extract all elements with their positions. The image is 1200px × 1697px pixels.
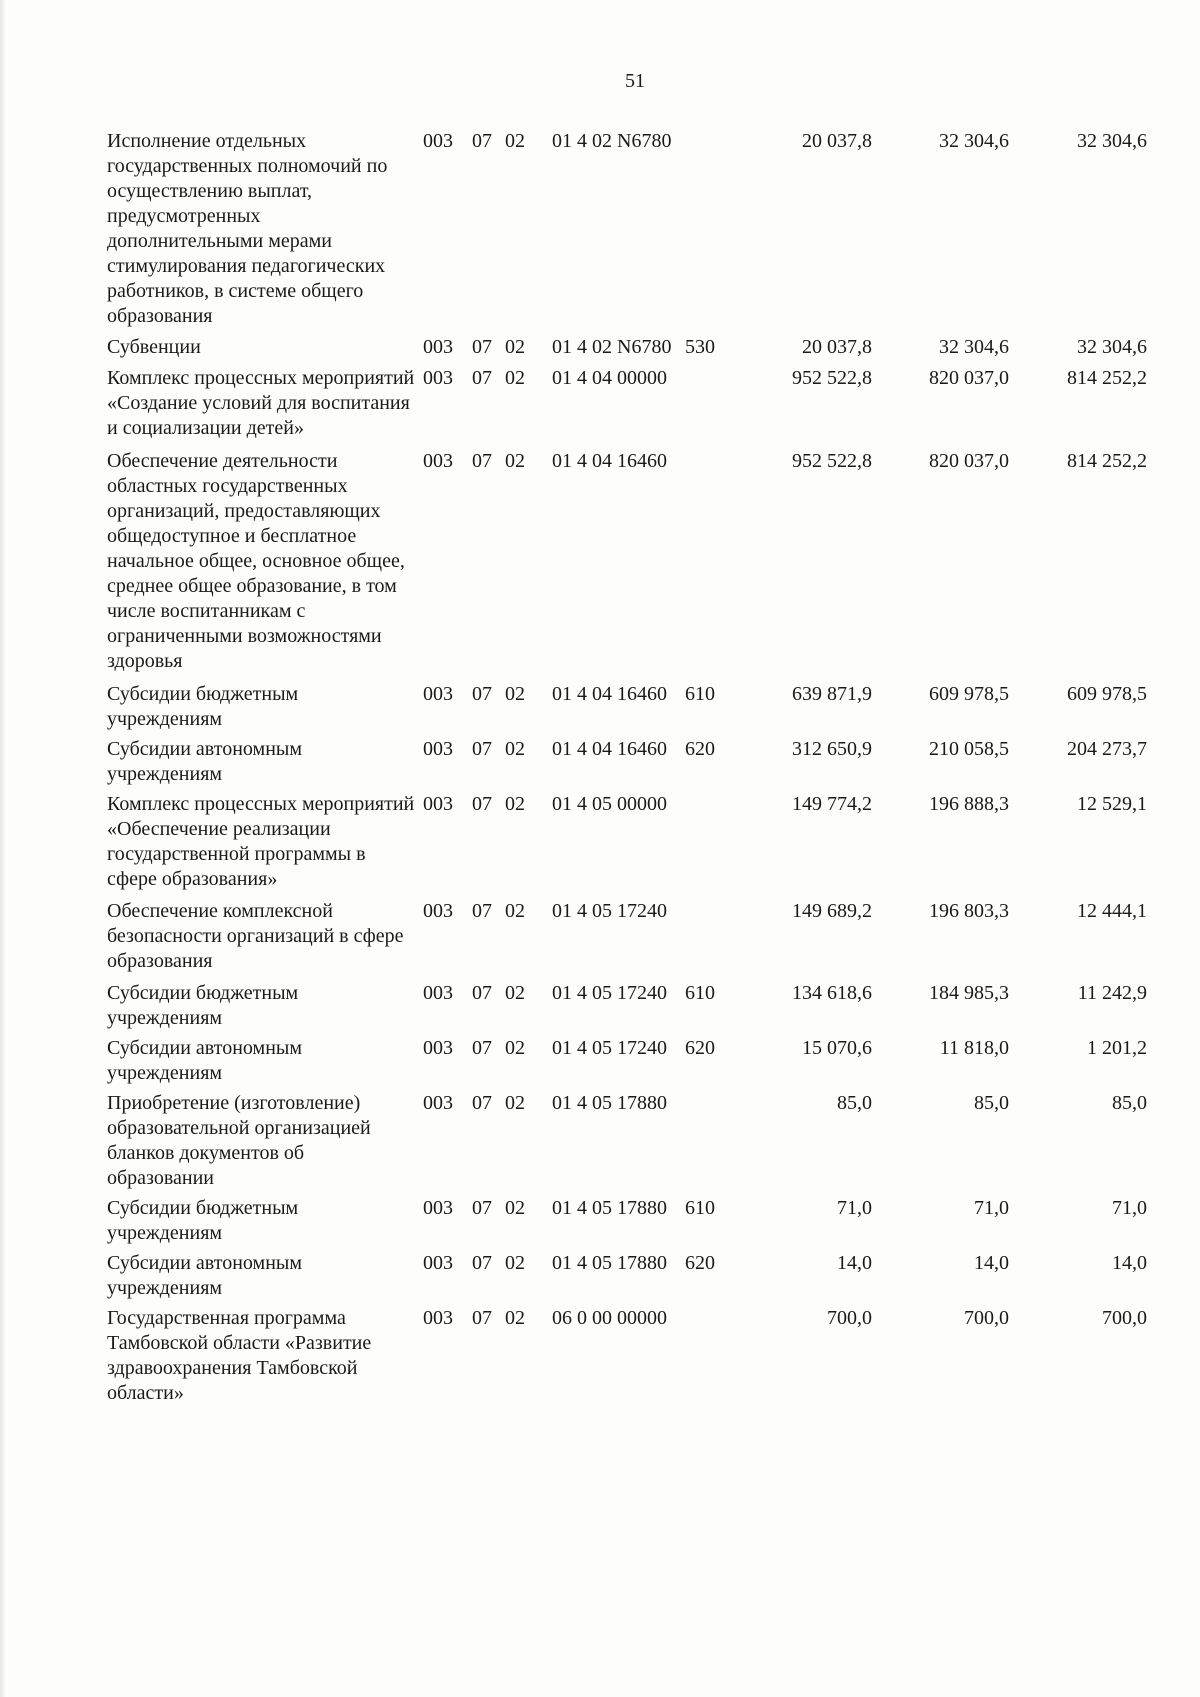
table-row [107, 449, 1177, 674]
row-amount-year3: 700,0 [1102, 1307, 1147, 1329]
row-name: Субвенции [107, 336, 201, 358]
row-target-article-code: 01 4 05 17240 [552, 900, 667, 922]
table-row [107, 737, 1177, 787]
row-subsection-code: 02 [505, 336, 525, 358]
row-amount-year3: 32 304,6 [1077, 336, 1147, 358]
row-amount-year2: 32 304,6 [939, 130, 1009, 152]
row-section-code: 07 [472, 1252, 492, 1274]
table-row [107, 899, 1177, 974]
row-target-article-code: 01 4 02 N6780 [552, 336, 672, 358]
page-number: 51 [625, 70, 645, 92]
row-amount-year3: 609 978,5 [1067, 683, 1147, 705]
row-amount-year1: 20 037,8 [802, 130, 872, 152]
row-subsection-code: 02 [505, 1037, 525, 1059]
row-amount-year2: 196 888,3 [929, 793, 1009, 815]
row-target-article-code: 01 4 04 16460 [552, 450, 667, 472]
row-section-code: 07 [472, 738, 492, 760]
row-ved-code: 003 [423, 1092, 453, 1114]
row-name: Обеспечение деятельности областных государственных организаций, предоставляющих общедоступное и бесплатное начальное общее, основное общее, среднее общее образование, в том числе воспитанникам с ограниченными возможностями здоровья [107, 450, 405, 672]
row-amount-year3: 71,0 [1112, 1197, 1147, 1219]
row-target-article-code: 01 4 05 17880 [552, 1252, 667, 1274]
table-row [107, 335, 1177, 360]
row-name: Субсидии автономным учреждениям [107, 1037, 302, 1084]
table-row [107, 792, 1177, 892]
row-amount-year1: 312 650,9 [792, 738, 872, 760]
row-target-article-code: 01 4 05 17880 [552, 1197, 667, 1219]
row-ved-code: 003 [423, 738, 453, 760]
row-amount-year1: 14,0 [837, 1252, 872, 1274]
row-section-code: 07 [472, 1307, 492, 1329]
row-amount-year1: 149 689,2 [792, 900, 872, 922]
row-subsection-code: 02 [505, 793, 525, 815]
row-expense-type-code: 620 [685, 738, 715, 760]
row-ved-code: 003 [423, 336, 453, 358]
row-ved-code: 003 [423, 793, 453, 815]
row-section-code: 07 [472, 130, 492, 152]
row-amount-year1: 149 774,2 [792, 793, 872, 815]
row-expense-type-code: 610 [685, 683, 715, 705]
row-amount-year3: 814 252,2 [1067, 450, 1147, 472]
row-section-code: 07 [472, 683, 492, 705]
row-expense-type-code: 620 [685, 1252, 715, 1274]
table-row [107, 366, 1177, 441]
row-target-article-code: 01 4 05 00000 [552, 793, 667, 815]
scan-edge-shadow [0, 0, 6, 1697]
budget-table [107, 129, 1177, 1406]
row-amount-year2: 700,0 [964, 1307, 1009, 1329]
row-amount-year2: 11 818,0 [939, 1037, 1009, 1059]
row-section-code: 07 [472, 1197, 492, 1219]
row-ved-code: 003 [423, 900, 453, 922]
row-target-article-code: 01 4 04 16460 [552, 738, 667, 760]
row-subsection-code: 02 [505, 130, 525, 152]
row-section-code: 07 [472, 336, 492, 358]
row-target-article-code: 01 4 05 17240 [552, 1037, 667, 1059]
row-subsection-code: 02 [505, 450, 525, 472]
row-amount-year2: 196 803,3 [929, 900, 1009, 922]
row-subsection-code: 02 [505, 900, 525, 922]
row-amount-year1: 700,0 [827, 1307, 872, 1329]
row-amount-year2: 820 037,0 [929, 367, 1009, 389]
row-name: Обеспечение комплексной безопасности организаций в сфере образования [107, 900, 404, 972]
row-amount-year1: 952 522,8 [792, 450, 872, 472]
row-amount-year2: 32 304,6 [939, 336, 1009, 358]
row-amount-year1: 952 522,8 [792, 367, 872, 389]
row-section-code: 07 [472, 793, 492, 815]
row-amount-year1: 71,0 [837, 1197, 872, 1219]
row-amount-year1: 639 871,9 [792, 683, 872, 705]
row-name: Субсидии бюджетным учреждениям [107, 1197, 299, 1244]
row-expense-type-code: 530 [685, 336, 715, 358]
row-amount-year3: 1 201,2 [1087, 1037, 1147, 1059]
row-amount-year3: 12 529,1 [1077, 793, 1147, 815]
row-ved-code: 003 [423, 982, 453, 1004]
row-name: Субсидии бюджетным учреждениям [107, 982, 299, 1029]
row-section-code: 07 [472, 450, 492, 472]
row-amount-year2: 210 058,5 [929, 738, 1009, 760]
table-row [107, 129, 1177, 329]
row-section-code: 07 [472, 1092, 492, 1114]
table-row [107, 682, 1177, 732]
row-amount-year3: 12 444,1 [1077, 900, 1147, 922]
row-amount-year2: 71,0 [974, 1197, 1009, 1219]
row-name: Комплекс процессных мероприятий «Создание условий для воспитания и социализации детей» [107, 367, 415, 439]
table-row [107, 1306, 1177, 1406]
row-target-article-code: 01 4 05 17880 [552, 1092, 667, 1114]
row-name: Субсидии автономным учреждениям [107, 1252, 302, 1299]
row-amount-year2: 85,0 [974, 1092, 1009, 1114]
row-section-code: 07 [472, 900, 492, 922]
table-row [107, 1251, 1177, 1301]
row-name: Субсидии автономным учреждениям [107, 738, 302, 785]
row-target-article-code: 01 4 04 16460 [552, 683, 667, 705]
row-ved-code: 003 [423, 1037, 453, 1059]
row-ved-code: 003 [423, 1252, 453, 1274]
row-name: Государственная программа Тамбовской области «Развитие здравоохранения Тамбовской области» [107, 1307, 372, 1404]
row-amount-year1: 20 037,8 [802, 336, 872, 358]
table-row [107, 1091, 1177, 1191]
row-ved-code: 003 [423, 1197, 453, 1219]
row-amount-year3: 814 252,2 [1067, 367, 1147, 389]
row-ved-code: 003 [423, 450, 453, 472]
row-name: Комплекс процессных мероприятий «Обеспечение реализации государственной программы в сфере образования» [107, 793, 415, 890]
row-amount-year1: 134 618,6 [792, 982, 872, 1004]
row-name: Приобретение (изготовление) образовательной организацией бланков документов об образовании [107, 1092, 371, 1189]
row-amount-year3: 14,0 [1112, 1252, 1147, 1274]
row-expense-type-code: 610 [685, 1197, 715, 1219]
table-row [107, 981, 1177, 1031]
row-amount-year2: 820 037,0 [929, 450, 1009, 472]
row-ved-code: 003 [423, 683, 453, 705]
row-amount-year3: 204 273,7 [1067, 738, 1147, 760]
row-amount-year2: 184 985,3 [929, 982, 1009, 1004]
row-subsection-code: 02 [505, 367, 525, 389]
row-subsection-code: 02 [505, 738, 525, 760]
row-subsection-code: 02 [505, 982, 525, 1004]
row-amount-year1: 85,0 [837, 1092, 872, 1114]
row-expense-type-code: 610 [685, 982, 715, 1004]
row-amount-year3: 85,0 [1112, 1092, 1147, 1114]
row-amount-year3: 32 304,6 [1077, 130, 1147, 152]
row-subsection-code: 02 [505, 1307, 525, 1329]
row-section-code: 07 [472, 1037, 492, 1059]
row-target-article-code: 01 4 05 17240 [552, 982, 667, 1004]
table-row [107, 1036, 1177, 1086]
row-subsection-code: 02 [505, 1092, 525, 1114]
row-target-article-code: 01 4 02 N6780 [552, 130, 672, 152]
row-name: Субсидии бюджетным учреждениям [107, 683, 299, 730]
row-ved-code: 003 [423, 367, 453, 389]
row-target-article-code: 01 4 04 00000 [552, 367, 667, 389]
row-amount-year1: 15 070,6 [802, 1037, 872, 1059]
row-subsection-code: 02 [505, 683, 525, 705]
row-section-code: 07 [472, 982, 492, 1004]
row-ved-code: 003 [423, 1307, 453, 1329]
row-amount-year2: 14,0 [974, 1252, 1009, 1274]
row-expense-type-code: 620 [685, 1037, 715, 1059]
row-target-article-code: 06 0 00 00000 [552, 1307, 667, 1329]
row-amount-year2: 609 978,5 [929, 683, 1009, 705]
row-subsection-code: 02 [505, 1252, 525, 1274]
row-subsection-code: 02 [505, 1197, 525, 1219]
row-section-code: 07 [472, 367, 492, 389]
row-ved-code: 003 [423, 130, 453, 152]
row-amount-year3: 11 242,9 [1077, 982, 1147, 1004]
table-row [107, 1196, 1177, 1246]
row-name: Исполнение отдельных государственных полномочий по осуществлению выплат, предусмотренных дополнительными мерами стимулирования педагогических работников, в системе общего образования [107, 130, 388, 327]
